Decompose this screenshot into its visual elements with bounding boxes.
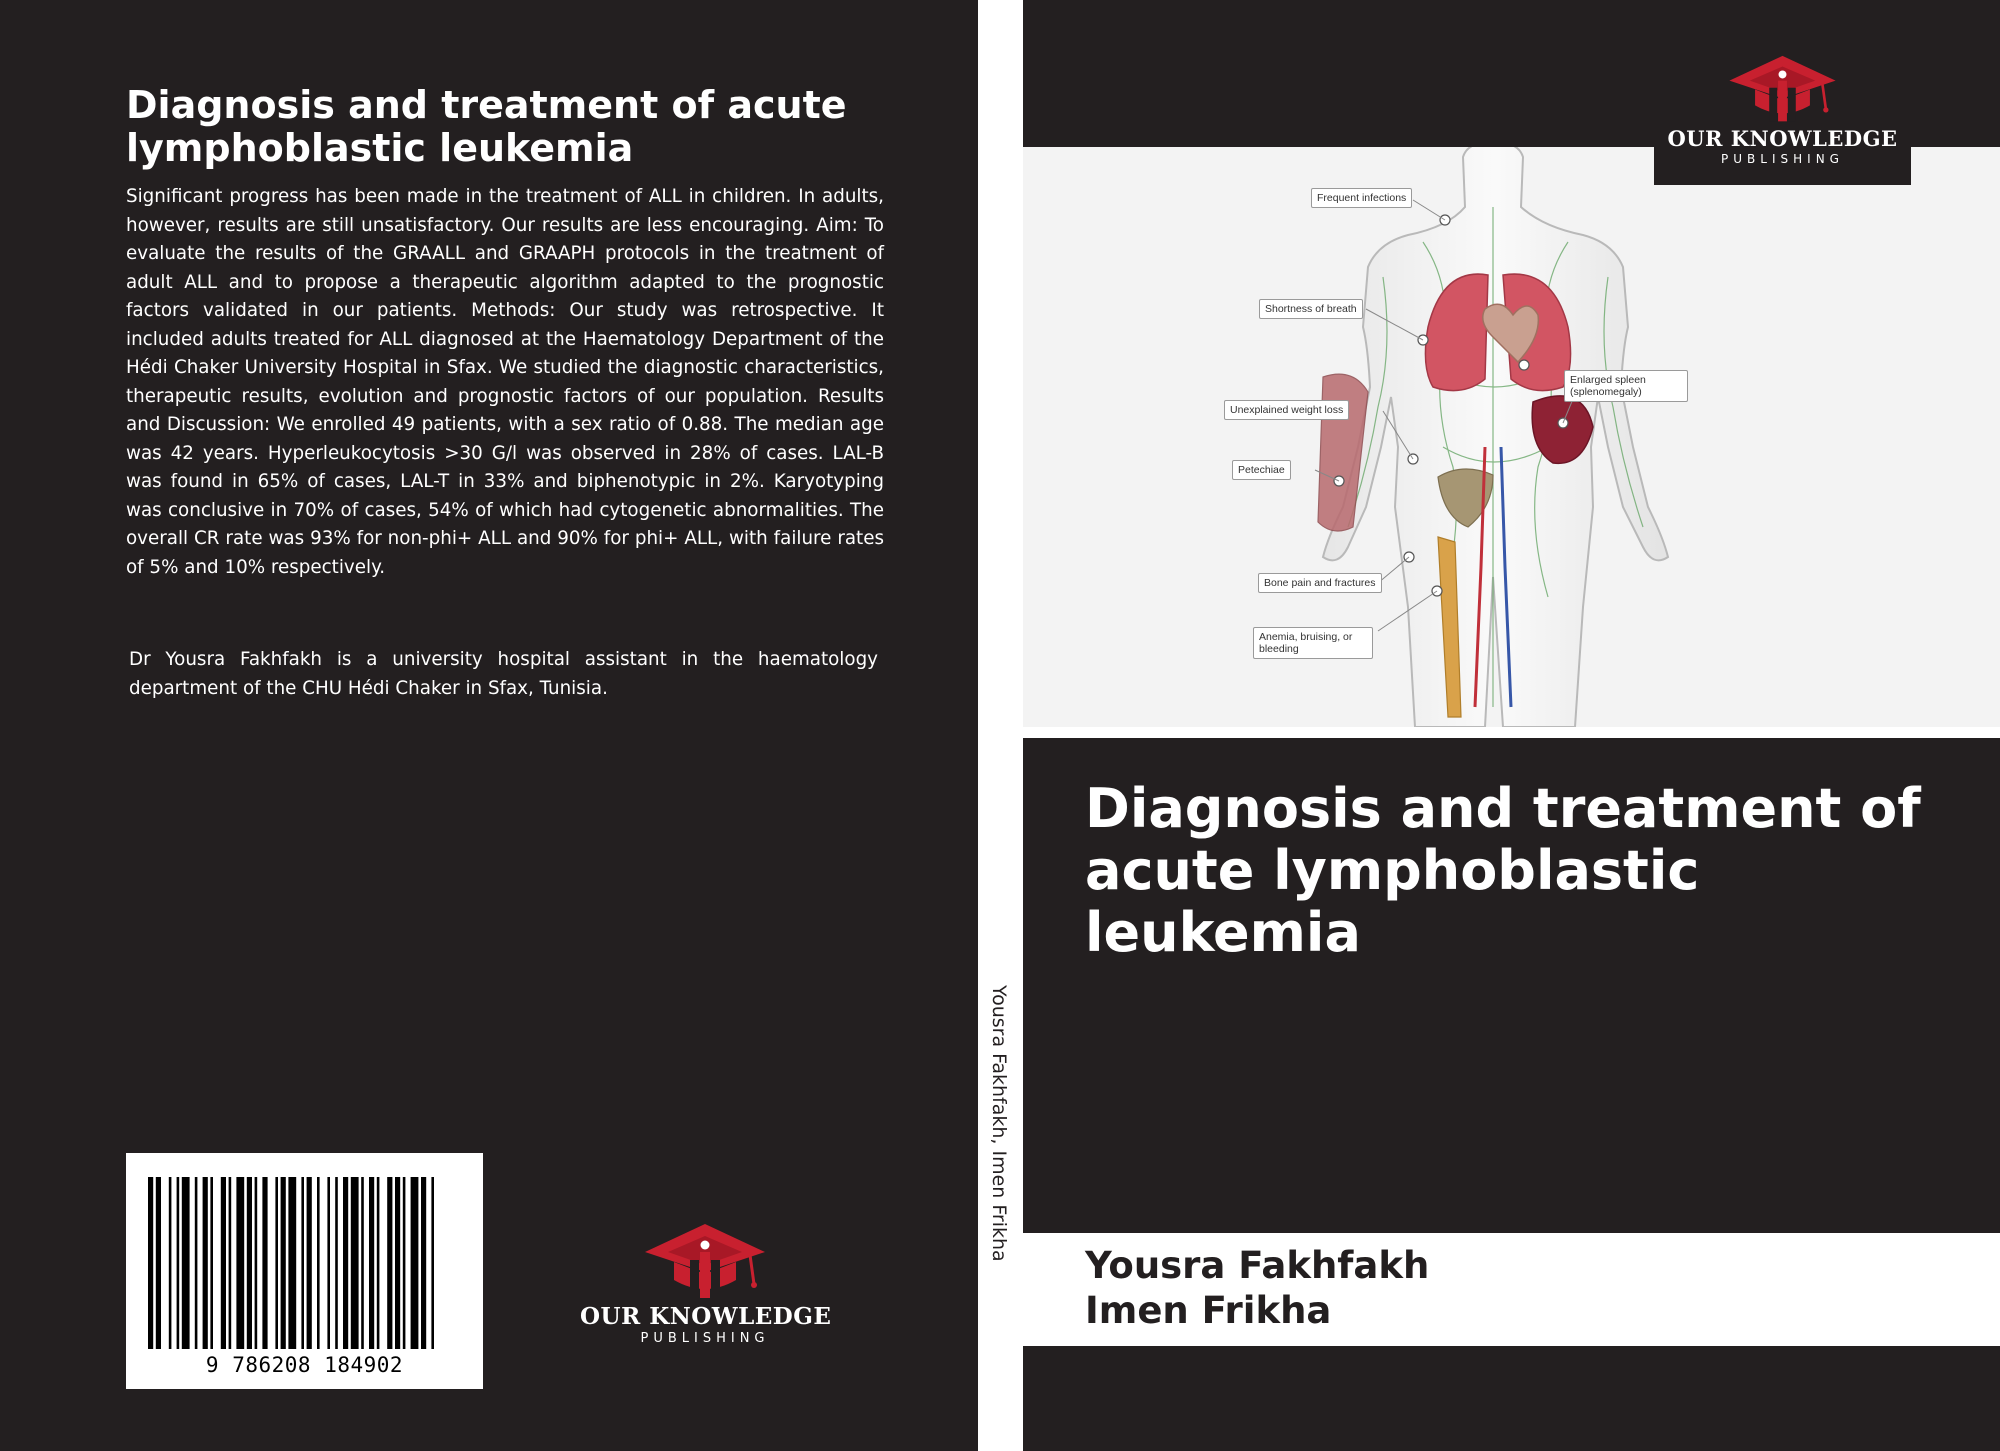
publisher-logo-back — [580, 1222, 830, 1348]
back-cover-title: Diagnosis and treatment of acute lymphoblastic leukemia — [126, 83, 847, 170]
publisher-subname: PUBLISHING — [1721, 152, 1844, 166]
author-list — [1085, 1243, 1945, 1333]
graduation-cap-logo-icon — [1725, 54, 1840, 125]
callout-frequent-infections: Frequent infections — [1311, 188, 1412, 208]
front-cover — [1023, 0, 2000, 1451]
publisher-logo-front — [1654, 54, 1911, 167]
front-bottom-band — [1023, 1346, 2000, 1451]
publisher-logo-box — [1654, 0, 1911, 185]
callout-bone-pain: Bone pain and fractures — [1258, 573, 1382, 593]
isbn-number: 9 786208 184902 — [205, 1353, 404, 1377]
callout-petechiae: Petechiae — [1232, 460, 1291, 480]
callout-weight-loss: Unexplained weight loss — [1224, 400, 1349, 420]
publisher-subname: PUBLISHING — [640, 1331, 770, 1346]
publisher-name: OUR KNOWLEDGE — [1667, 126, 1898, 151]
front-cover-title: Diagnosis and treatment of acute lymphoblastic leukemia — [1085, 777, 1921, 964]
human-body-illustration — [1023, 147, 2000, 727]
barcode — [126, 1153, 483, 1389]
author-name: Yousra Fakhfakh — [1085, 1244, 1430, 1287]
spine-authors: Yousra Fakhfakh, Imen Frikha — [988, 985, 1010, 1262]
callout-anemia: Anemia, bruising, or bleeding — [1253, 627, 1373, 659]
anatomy-illustration — [1023, 147, 2000, 727]
callout-enlarged-spleen: Enlarged spleen (splenomegaly) — [1564, 370, 1688, 402]
graduation-cap-logo-icon — [640, 1222, 770, 1302]
author-name: Imen Frikha — [1085, 1289, 1332, 1332]
back-cover-abstract: Significant progress has been made in the treatment of ALL in children. In adults, however, results are still unsatisfactory. Our results are less encouraging. Aim: To evaluate the results of the GRAALL and GRAAPH protocols in the treatment of adult ALL and to propose a therapeutic algorithm adapted to the prognostic factors validated in our patients. Methods: Our study was retrospective. It included adults treated for ALL diagnosed at the Haematology Department of the Hédi Chaker University Hospital in Sfax. We studied the diagnostic characteristics, therapeutic results, evolution and prognostic factors of our population. Results and Discussion: We enrolled 49 patients, with a sex ratio of 0.88. The median age was 42 years. Hyperleukocytosis >30 G/l was observed in 28% of cases. LAL-B was found in 65% of cases, LAL-T in 33% and biphenotypic in 2%. Karyotyping was conclusive in 70% of cases, 54% of which had cytogenetic abnormalities. The overall CR rate was 93% for non-phi+ ALL and 90% for phi+ ALL, with failure rates of 5% and 10% respectively. — [126, 186, 884, 578]
callout-shortness-of-breath: Shortness of breath — [1259, 299, 1363, 319]
back-cover — [0, 0, 978, 1451]
author-bio: Dr Yousra Fakhfakh is a university hospital assistant in the haematology department of the CHU Hédi Chaker in Sfax, Tunisia. — [129, 649, 878, 699]
front-title-panel — [1023, 738, 2000, 1233]
publisher-name: OUR KNOWLEDGE — [580, 1303, 832, 1330]
